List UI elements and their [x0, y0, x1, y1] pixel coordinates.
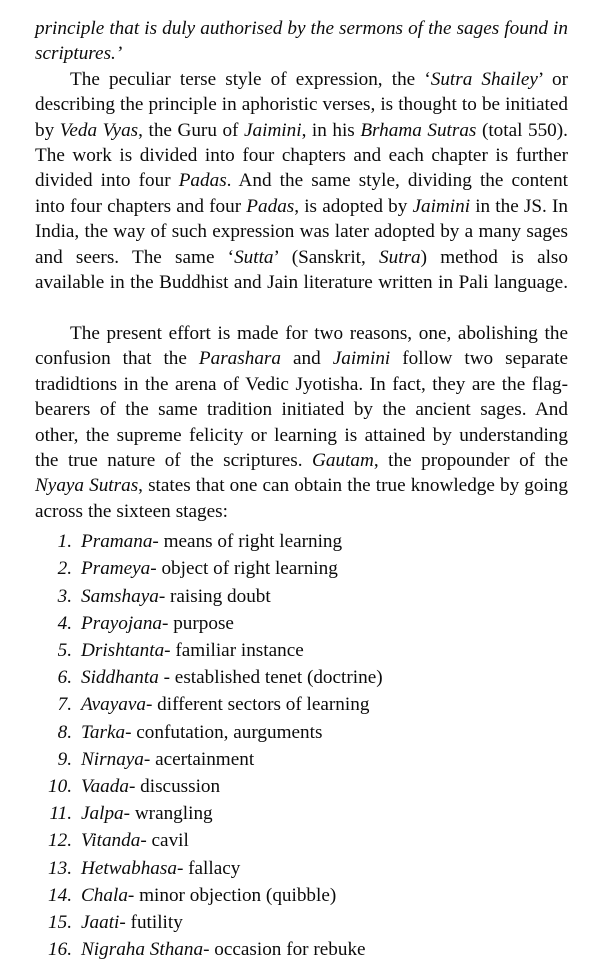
text-run: in the JS. In India, the way of such expression was later adopted by a many sages and seers. The same ‘	[35, 195, 569, 268]
list-item-number: 15.	[48, 911, 72, 933]
list-item-definition: - discussion	[128, 775, 221, 797]
list-item	[35, 855, 568, 882]
list-item-number: 5.	[57, 639, 72, 661]
list-item-definition: - minor objection (quibble)	[127, 884, 337, 906]
list-item-term: Nirnaya	[81, 748, 144, 770]
list-item-text	[81, 664, 383, 691]
list-item-text	[81, 691, 369, 718]
list-item-definition: - object of right learning	[150, 558, 338, 580]
list-item	[35, 664, 568, 691]
text-run: , the propounder of the	[373, 449, 568, 471]
list-item-definition: - established tenet (doctrine)	[158, 667, 383, 689]
list-item-number: 6.	[57, 667, 72, 689]
text-run: ’ (Sanskrit,	[273, 246, 380, 268]
list-item	[35, 746, 568, 773]
text-run: (total 550). The work is divided into four chapters and each chapter is further divided into four	[35, 119, 568, 192]
list-item-number: 13.	[48, 857, 72, 879]
list-item-text	[81, 583, 271, 610]
text-run: ) method is also available in the Buddhist and Jain literature written in Pali language.	[35, 246, 568, 294]
list-item-term: Vaada	[81, 775, 129, 797]
list-item-number: 1.	[57, 531, 72, 553]
italic-run: Sutta	[234, 246, 274, 268]
italic-run: Sutra Shailey	[430, 68, 538, 90]
list-item-term: Avayava	[81, 694, 146, 716]
list-item	[35, 691, 568, 718]
list-item	[35, 936, 568, 963]
list-item-definition: - different sectors of learning	[146, 694, 370, 716]
list-item-definition: - occasion for rebuke	[203, 939, 366, 961]
list-item-text	[81, 909, 183, 936]
list-item-term: Vitanda	[81, 830, 141, 852]
list-item-number: 14.	[48, 884, 72, 906]
sixteen-stages-list	[35, 528, 568, 963]
list-item	[35, 773, 568, 800]
italic-run: Gautam	[312, 449, 374, 471]
text-run: The present effort is made for two reasons, one, abolishing the confusion that the	[35, 322, 568, 370]
italic-run: Jaimini	[244, 119, 302, 141]
text-run: ’ or describing the principle in aphoristic verses, is thought to be initiated by	[35, 68, 569, 141]
list-item-text	[81, 827, 189, 854]
text-run: , states that one can obtain the true knowledge by going across the sixteen stages:	[35, 475, 568, 522]
list-item-number: 11.	[49, 803, 72, 825]
list-item-number: 16.	[48, 939, 72, 961]
italic-run: Veda Vyas	[59, 119, 139, 141]
list-item-number: 9.	[57, 748, 72, 770]
list-item-term: Prameya	[81, 558, 151, 580]
list-item-text	[81, 882, 336, 909]
list-item-definition: - fallacy	[176, 857, 241, 879]
list-item-text	[81, 555, 338, 582]
list-item-definition: - purpose	[162, 612, 234, 634]
list-item	[35, 800, 568, 827]
list-item-term: Prayojana	[81, 612, 163, 634]
text-run: , the Guru of	[138, 119, 244, 141]
list-item-text	[81, 773, 220, 800]
list-item-text	[81, 610, 234, 637]
list-item-definition: - familiar instance	[164, 639, 304, 661]
list-item-term: Drishtanta	[81, 639, 165, 661]
italic-run: Brhama Sutras	[360, 119, 477, 141]
list-item	[35, 610, 568, 637]
list-item-definition: - acertainment	[143, 748, 255, 770]
body-text-region	[35, 16, 568, 524]
list-item-definition: - cavil	[140, 830, 189, 852]
list-item-definition: - means of right learning	[152, 531, 343, 553]
italic-run: Nyaya Sutras	[35, 475, 139, 497]
list-item-term: Tarka	[81, 721, 126, 743]
list-item-definition: - futility	[119, 911, 183, 933]
list-item-text	[81, 855, 240, 882]
text-run: follow two separate tradidtions in the arena of Vedic Jyotisha. In fact, they are the flag-bearers of the same tradition initiated by the ancient sages. And other, the supreme felicity or learning is attained by understanding the true nature of the scriptures.	[35, 348, 568, 471]
paragraph-quote-tail	[35, 16, 568, 67]
italic-run: Parashara	[198, 348, 281, 370]
list-item-number: 12.	[48, 830, 72, 852]
list-item-number: 10.	[48, 775, 72, 797]
paragraph-sutra-shailey	[35, 67, 568, 321]
list-item	[35, 583, 568, 610]
list-item-definition: - raising doubt	[158, 585, 271, 607]
list-item-definition: - confutation, aurguments	[125, 721, 323, 743]
text-run: The peculiar terse style of expression, the ‘	[70, 68, 431, 90]
list-item-term: Siddhanta	[81, 667, 159, 689]
list-item	[35, 909, 568, 936]
italic-run: Padas	[246, 195, 295, 217]
list-item-text	[81, 719, 322, 746]
text-run: . And the same style, dividing the content into four chapters and four	[35, 170, 568, 217]
italic-run: Jaimini	[412, 195, 471, 217]
italic-run: Sutra	[379, 246, 421, 268]
text-run: , in his	[301, 119, 361, 141]
list-item	[35, 719, 568, 746]
paragraph-present-effort	[35, 321, 568, 524]
italic-run: principle that is duly authorised by the sermons of the sages found in scriptures.’	[35, 18, 568, 65]
list-item	[35, 882, 568, 909]
list-item-text	[81, 637, 304, 664]
list-item-term: Jalpa	[81, 803, 124, 825]
text-run: and	[280, 348, 333, 370]
italic-run: Jaimini	[332, 348, 391, 370]
text-run: , is adopted by	[294, 195, 413, 217]
list-item-number: 2.	[57, 558, 72, 580]
list-item	[35, 528, 568, 555]
list-item-term: Samshaya	[81, 585, 159, 607]
list-item-number: 3.	[57, 585, 72, 607]
list-item-number: 8.	[57, 721, 72, 743]
list-item-term: Jaati	[81, 911, 120, 933]
list-item	[35, 555, 568, 582]
list-item-text	[81, 528, 342, 555]
list-item-definition: - wrangling	[123, 803, 213, 825]
list-item-term: Nigraha Sthana	[81, 939, 204, 961]
list-item-number: 4.	[57, 612, 72, 634]
list-item-number: 7.	[57, 694, 72, 716]
list-item-term: Chala	[81, 884, 128, 906]
italic-run: Padas	[178, 170, 227, 192]
list-item	[35, 827, 568, 854]
list-item-text	[81, 746, 254, 773]
list-item-text	[81, 800, 213, 827]
list-item-text	[81, 936, 366, 963]
list-item-term: Pramana	[81, 531, 153, 553]
list-item-term: Hetwabhasa	[81, 857, 177, 879]
list-item	[35, 637, 568, 664]
